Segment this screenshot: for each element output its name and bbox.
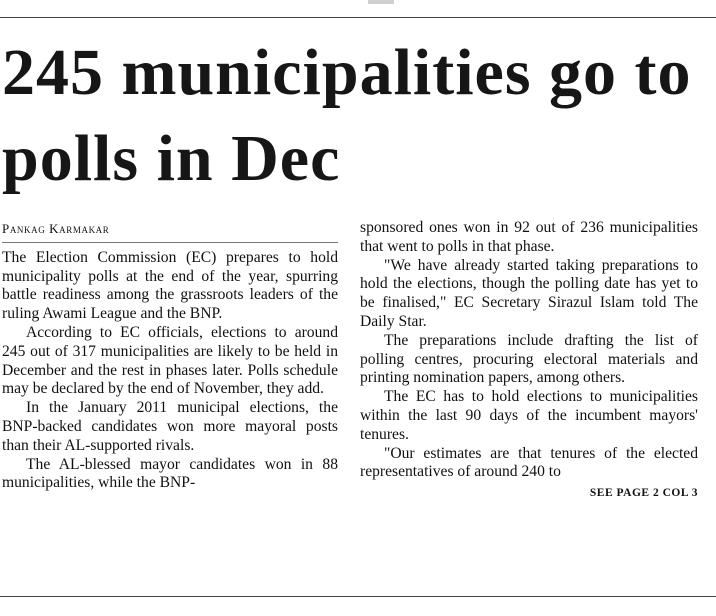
paragraph: The Election Commission (EC) prepares to hold municipality polls at the end of the year, spurring battle readiness among the grassroots leaders of the ruling Awami League and the BNP. [2, 248, 338, 323]
paragraph: According to EC officials, elections to around 245 out of 317 municipalities are likely to be held in December and the rest in phases later. Polls schedule may be declared by the end of November, they add. [2, 323, 338, 398]
headline: 245 municipalities go to polls in Dec [2, 36, 692, 195]
paragraph: "Our estimates are that tenures of the elected representatives of around 240 to [360, 444, 698, 481]
article-column-right [360, 219, 698, 503]
top-rule [0, 17, 716, 18]
top-mark [368, 0, 394, 4]
continued-on-link[interactable]: SEE PAGE 2 COL 3 [589, 487, 698, 500]
article-column-left [2, 220, 338, 493]
byline: Pankag Karmakar [2, 220, 338, 243]
paragraph: sponsored ones won in 92 out of 236 municipalities that went to polls in that phase. [360, 219, 698, 255]
bottom-rule [0, 596, 716, 597]
paragraph: The EC has to hold elections to municipalities within the last 90 days of the incumbent mayors' tenures. [360, 388, 698, 443]
paragraph: The AL-blessed mayor candidates won in 88 municipalities, while the BNP- [2, 455, 338, 492]
paragraph: "We have already started taking preparations to hold the elections, though the polling date has yet to be finalised," EC Secretary Sirazul Islam told The Daily Star. [360, 256, 698, 330]
paragraph: In the January 2011 municipal elections, the BNP-backed candidates won more mayoral posts than their AL-supported rivals. [2, 399, 338, 454]
paragraph: The preparations include drafting the list of polling centres, procuring electoral materials and printing nomination papers, among others. [360, 331, 698, 387]
